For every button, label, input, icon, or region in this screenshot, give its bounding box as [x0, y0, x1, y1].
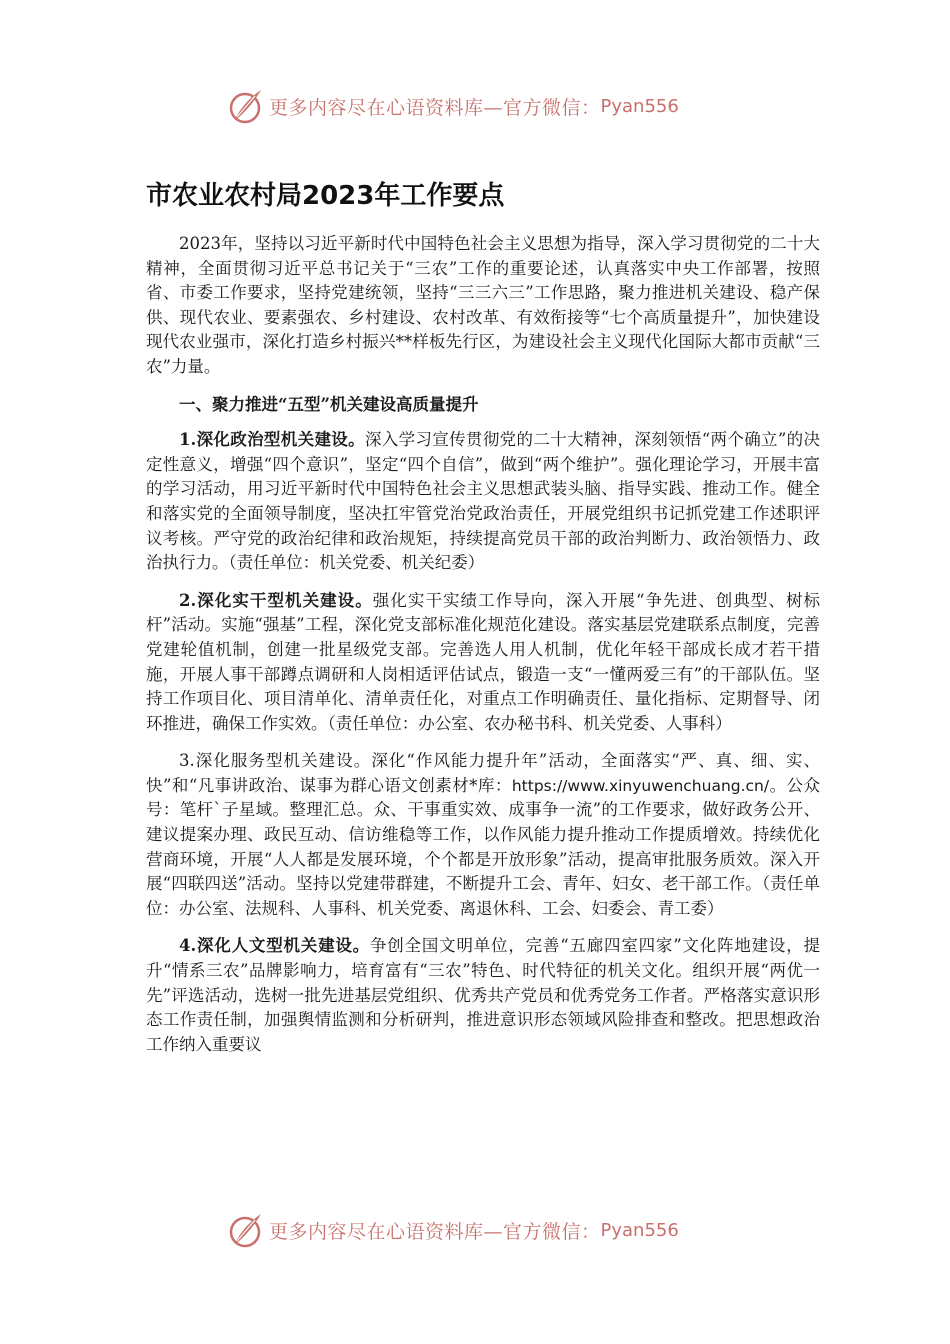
- paragraph-2: [146, 589, 820, 737]
- banner-text: 更多内容尽在心语资料库—官方微信：: [269, 96, 601, 119]
- paragraph-2-text: 强化实干实绩工作导向，深入开展“争先进、创典型、树标杆”活动。实施“强基”工程，深化党支部标准化规范化建设。落实基层党建联系点制度，完善党建轮值机制，创建一批星级党支部。完善选人用人机制，优化年轻干部成长成才若干措施，开展人事干部蹲点调研和人岗相适评估试点，锻造一支“一懂两爱三有”的干部队伍。坚持工作项目化、项目清单化、清单责任化，对重点工作明确责任、量化指标、定期督导、闭环推进，确保工作实效。（责任单位：办公室、农办秘书科、机关党委、人事科）: [146, 590, 821, 733]
- watermark-banner-bottom: [225, 1208, 745, 1252]
- paragraph-4-text: 争创全国文明单位，完善“五廊四室四家”文化阵地建设，提升“情系三农”品牌影响力，培育富有“三农”特色、时代特征的机关文化。组织开展“两优一先”评选活动，选树一批先进基层党组织、优秀共产党员和优秀党务工作者。严格落实意识形态工作责任制，加强舆情监测和分析研判，推进意识形态领域风险排查和整改。把思想政治工作纳入重要议: [146, 936, 820, 1054]
- section-heading-1: 一、聚力推进“五型”机关建设高质量提升: [179, 394, 479, 414]
- document-body: [146, 232, 820, 1070]
- feather-pen-logo-icon: [225, 86, 265, 126]
- banner-text: 更多内容尽在心语资料库—官方微信：: [269, 1220, 601, 1243]
- document-title: 市农业农村局2023年工作要点: [146, 181, 505, 211]
- paragraph-3-text-b: 。公众号：笔杆`子星域。整理汇总。众、干事重实效、成事争一流”的工作要求，做好政务公开、建议提案办理、政民互动、信访维稳等工作，以作风能力提升推动工作提质增效。持续优化营商环境，开展“人人都是发展环境，个个都是开放形象”活动，提高审批服务质效。深入开展“四联四送”活动。坚持以党建带群建，不断提升工会、青年、妇女、老干部工作。（责任单位：办公室、法规科、人事科、机关党委、离退休科、工会、妇委会、青工委）: [146, 775, 821, 918]
- watermark-banner-top: [225, 84, 745, 128]
- paragraph-3: [146, 749, 820, 921]
- intro-paragraph: 2023年，坚持以习近平新时代中国特色社会主义思想为指导，深入学习贯彻党的二十大精神，全面贯彻习近平总书记关于“三农”工作的重要论述，认真落实中央工作部署，按照省、市委工作要求，坚持党建统领，坚持“三三六三”工作思路，聚力推进机关建设、稳产保供、现代农业、要素强农、乡村建设、农村改革、有效衔接等“七个高质量提升”，加快建设现代农业强市，深化打造乡村振兴**样板先行区，为建设社会主义现代化国际大都市贡献“三农”力量。: [146, 234, 820, 376]
- paragraph-2-lead: 2.深化实干型机关建设。: [179, 590, 373, 610]
- paragraph-3-text-a: 3.深化服务型机关建设。深化“作风能力提升年”活动，全面落实“严、真、细、实、快”和“凡事讲政治、谋事为群心语文创素材*库：: [146, 751, 820, 795]
- paragraph-1-text: 深入学习宣传贯彻党的二十大精神，深刻领悟“两个确立”的决定性意义，增强“四个意识”，坚定“四个自信”，做到“两个维护”。强化理论学习，开展丰富的学习活动，用习近平新时代中国特色社会主义思想武装头脑、指导实践、推动工作。健全和落实党的全面领导制度，坚决扛牢管党治党政治责任，开展党组织书记抓党建工作述职评议考核。严守党的政治纪律和政治规矩，持续提高党员干部的政治判断力、政治领悟力、政治执行力。（责任单位：机关党委、机关纪委）: [146, 430, 820, 573]
- paragraph-1: [146, 428, 820, 576]
- banner-wechat-id: Pyan556: [600, 95, 679, 117]
- banner-wechat-id: Pyan556: [600, 1219, 679, 1241]
- paragraph-1-lead: 1.深化政治型机关建设。: [179, 430, 365, 450]
- paragraph-4: [146, 934, 820, 1057]
- feather-pen-logo-icon: [225, 1210, 265, 1250]
- paragraph-3-url: https://www.xinyuwenchuang.cn/: [511, 776, 770, 795]
- paragraph-4-lead: 4.深化人文型机关建设。: [179, 936, 370, 956]
